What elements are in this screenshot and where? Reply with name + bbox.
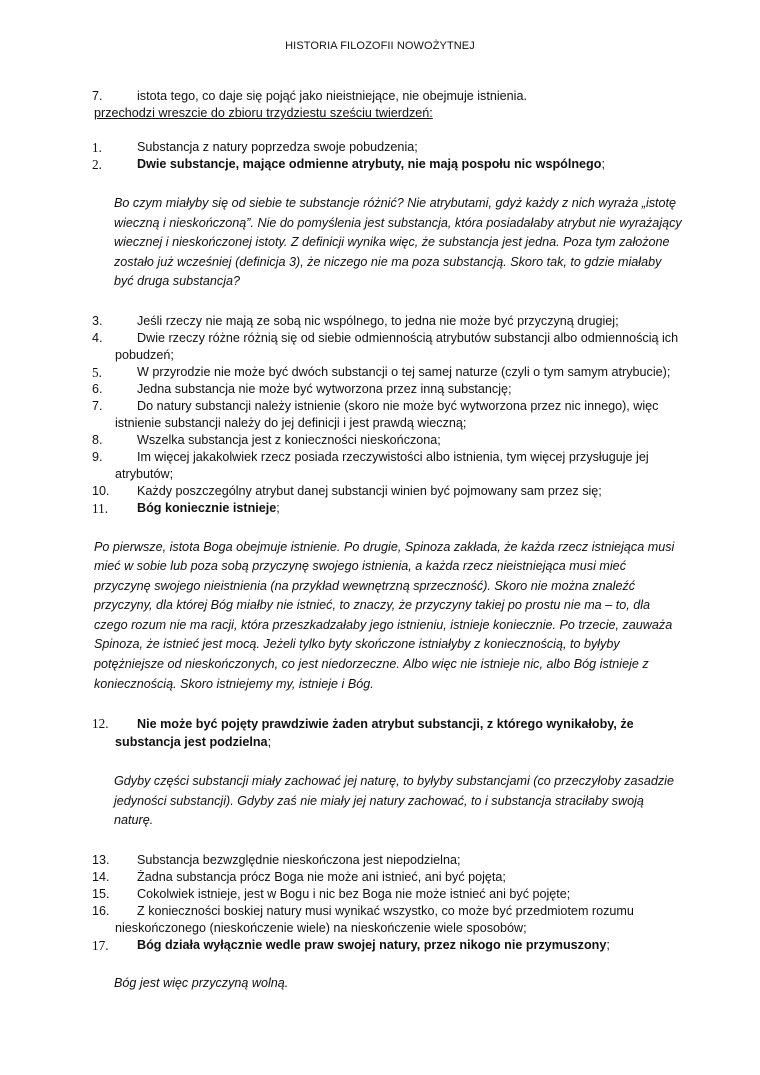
- theorem-13: [94, 852, 684, 869]
- theorem-12: [94, 715, 684, 751]
- item-suffix: ;: [606, 937, 610, 952]
- theorem-11: [94, 500, 684, 517]
- transition-line: przechodzi wreszcie do zbioru trzydziestu sześciu twierdzeń:: [94, 106, 433, 120]
- theorem-17: [94, 937, 684, 954]
- theorem-3: [94, 313, 684, 330]
- theorem-15: [94, 886, 684, 903]
- theorem-16: [94, 903, 684, 937]
- theorem-1: [94, 139, 684, 156]
- item-number: 10.: [92, 483, 110, 498]
- theorem-2: [94, 156, 684, 173]
- comment-indivisible: Gdyby części substancji miały zachować jej naturę, to byłyby substancjami (co przeczyłoby zasadzie jedyności substancji). Gdyby zaś nie miały jej natury zachować, to i substancja straciłaby swoją naturę.: [114, 774, 674, 828]
- item-text: Do natury substancji należy istnienie (skoro nie może być wytworzona przez nic innego), więc istnienie substancji należy do jej definicji i jest prawdą wieczną;: [115, 398, 659, 430]
- theorem-8: [94, 432, 684, 449]
- item-text: W przyrodzie nie może być dwóch substancji o tej samej naturze (czyli o tym samym atrybucie);: [137, 364, 671, 379]
- item-text: Jedna substancja nie może być wytworzona przez inną substancję;: [137, 381, 512, 396]
- item-number: 2.: [92, 157, 102, 172]
- item-text: Każdy poszczególny atrybut danej substancji winien być pojmowany sam przez się;: [137, 483, 602, 498]
- item-text: Dwie rzeczy różne różnią się od siebie odmiennością atrybutów substancji albo odmiennością ich pobudzeń;: [115, 330, 679, 362]
- item-number: 17.: [92, 937, 109, 953]
- item-suffix: ;: [601, 157, 605, 171]
- theorem-10: [94, 483, 684, 500]
- theorem-5: [94, 364, 684, 381]
- item-number: 1.: [92, 140, 102, 155]
- item-number: 11.: [92, 500, 108, 516]
- item-text: Substancja z natury poprzedza swoje pobudzenia;: [137, 140, 418, 154]
- comment-free-cause: Bóg jest więc przyczyną wolną.: [114, 975, 289, 990]
- item-text: istota tego, co daje się pojąć jako nieistniejące, nie obejmuje istnienia.: [137, 89, 527, 103]
- item-text: Cokolwiek istnieje, jest w Bogu i nic bez Boga nie może istnieć ani być pojęte;: [137, 886, 571, 901]
- item-number: 6.: [92, 381, 103, 396]
- item-number: 3.: [92, 313, 103, 328]
- item-number: 12.: [92, 716, 109, 732]
- comment-god-exists: Po pierwsze, istota Boga obejmuje istnienie. Po drugie, Spinoza zakłada, że każda rzecz istniejąca musi mieć w sobie lub poza sobą przyczynę swojego istnienia, a każda rzecz nieistniejąca musi mieć przyczynę swojego nieistnienia (na przykład wewnętrzną sprzeczność). Skoro nie można znaleźć przyczyny, dla której Bóg miałby nie istnieć, to znaczy, że przyczyny takiej po prostu nie ma – to, dla czego rozum nie ma racji, która przeszkadzałaby jego istnieniu, istnieje koniecznie. Po trzecie, zauważa Spinoza, że istnieć jest mocą. Jeżeli tylko byty skończone istniałyby z koniecznością, to byłyby potężniejsze od nieskończonych, co jest niedorzeczne. Albo więc nie istnieje nic, albo Bóg istnieje z koniecznością. Skoro istniejemy my, istnieje i Bóg.: [94, 539, 675, 691]
- theorem-7: [94, 398, 684, 432]
- intro-item-7: [94, 88, 684, 105]
- item-text: Bóg koniecznie istnieje: [137, 500, 277, 515]
- item-number: 16.: [92, 903, 110, 918]
- item-text: Bóg działa wyłącznie wedle praw swojej natury, przez nikogo nie przymuszony: [137, 937, 607, 952]
- item-text: Jeśli rzeczy nie mają ze sobą nic wspólnego, to jedna nie może być przyczyną drugiej;: [137, 313, 619, 328]
- item-text: Dwie substancje, mające odmienne atrybuty, nie mają pospołu nic wspólnego: [137, 157, 602, 171]
- item-number: 7.: [92, 89, 103, 103]
- page-header: HISTORIA FILOZOFII NOWOŻYTNEJ: [285, 40, 475, 52]
- item-text: Nie może być pojęty prawdziwie żaden atrybut substancji, z którego wynikałoby, że substancja jest podzielna: [115, 717, 634, 750]
- item-number: 4.: [92, 330, 103, 345]
- item-text: Żadna substancja prócz Boga nie może ani istnieć, ani być pojęta;: [137, 869, 506, 884]
- item-text: Z konieczności boskiej natury musi wynikać wszystko, co może być przedmiotem rozumu nieskończonego (nieskończenie wiele) na nieskończenie wiele sposobów;: [115, 903, 634, 935]
- item-number: 15.: [92, 886, 110, 901]
- document-body: [94, 88, 684, 992]
- item-number: 9.: [92, 449, 103, 464]
- item-suffix: ;: [276, 500, 280, 515]
- item-number: 7.: [92, 398, 103, 413]
- item-text: Substancja bezwzględnie nieskończona jest niepodzielna;: [137, 852, 461, 867]
- comment-substance-unity: Bo czym miałyby się od siebie te substancje różnić? Nie atrybutami, gdyż każdy z nich wyraża „istotę wieczną i nieskończoną”. Nie do pomyślenia jest substancja, która posiadałaby atrybut nie wyrażający wiecznej i nieskończonej istoty. Z definicji wynika więc, że substancja jest jedna. Poza tym założone zostało już wcześniej (definicja 3), że niczego nie ma poza substancją. Skoro tak, to gdzie miałaby być druga substancja?: [114, 196, 682, 288]
- item-number: 14.: [92, 869, 110, 884]
- theorem-6: [94, 381, 684, 398]
- item-number: 5.: [92, 364, 102, 380]
- item-suffix: ;: [267, 735, 272, 750]
- theorem-4: [94, 330, 684, 364]
- item-text: Wszelka substancja jest z konieczności nieskończona;: [137, 432, 441, 447]
- item-number: 13.: [92, 852, 110, 867]
- theorem-14: [94, 869, 684, 886]
- theorem-9: [94, 449, 684, 483]
- item-number: 8.: [92, 432, 103, 447]
- item-text: Im więcej jakakolwiek rzecz posiada rzeczywistości albo istnienia, tym więcej przysługuje jej atrybutów;: [115, 449, 649, 481]
